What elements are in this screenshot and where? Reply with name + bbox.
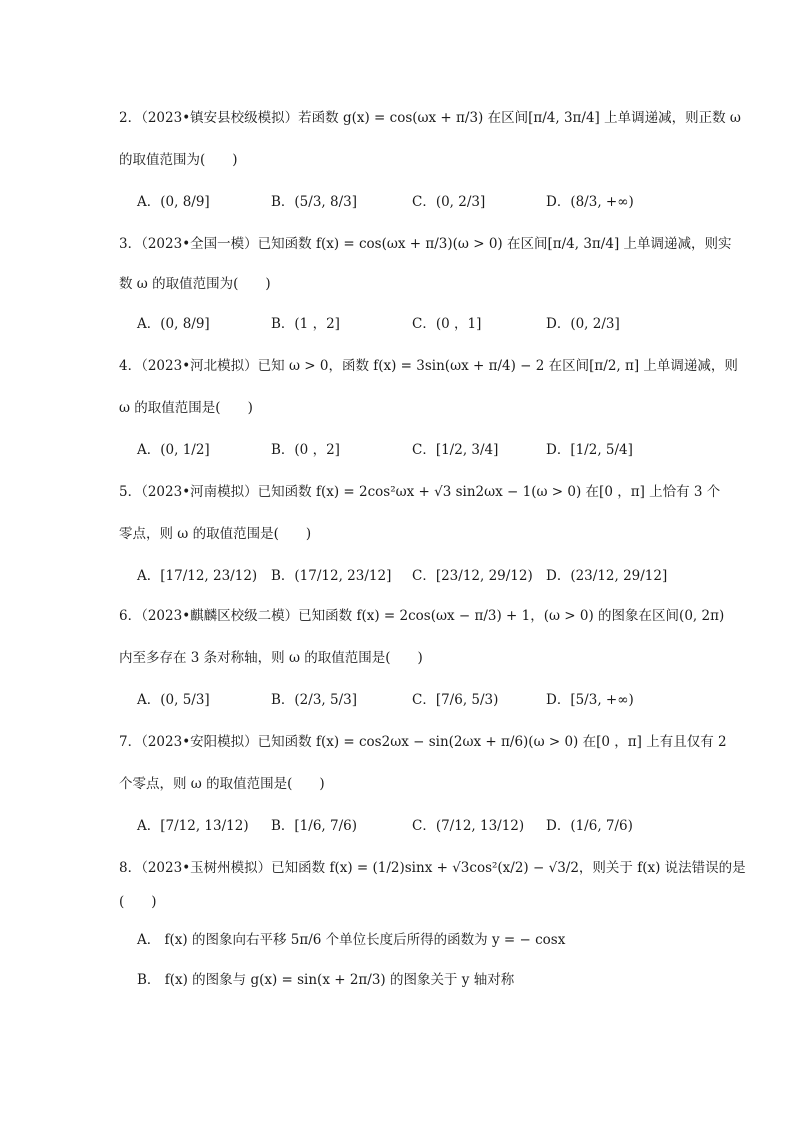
question-5-options [137,566,677,590]
question-4-stem: 4．（2023•河北模拟）已知 ω > 0，函数 f(x) = 3sin(ωx + π/4) − 2 在区间[π/2, π] 上单调递减，则 [119,358,738,374]
option-a: A．(0, 5/3] [137,692,210,708]
option-c: C．[23/12, 29/12) [412,568,533,584]
option-b: B．(5/3, 8/3] [271,194,357,210]
option-d: D．(8/3, +∞) [546,194,634,210]
question-5-stem-cont: 零点，则 ω 的取值范围是( ) [119,526,312,542]
question-8-option-b: B． f(x) 的图象与 g(x) = sin(x + 2π/3) 的图象关于 y 轴对称 [137,972,515,988]
question-2-stem: 2．（2023•镇安县校级模拟）若函数 g(x) = cos(ωx + π/3) 在区间[π/4, 3π/4] 上单调递减，则正数 ω [119,110,741,126]
option-b: B．(1 ，2] [271,316,340,332]
question-6-stem: 6．（2023•麒麟区校级二模）已知函数 f(x) = 2cos(ωx − π/3) + 1，(ω > 0) 的图象在区间(0, 2π) [119,608,725,624]
option-d: D．[1/2, 5/4] [546,442,633,458]
option-b: B．[1/6, 7/6) [271,818,357,834]
option-c: C．(0 ，1] [412,316,482,332]
question-2-stem-cont: 的取值范围为( ) [119,152,238,168]
option-a: A．(0, 8/9] [137,316,210,332]
option-d: D．[5/3, +∞) [546,692,634,708]
question-7-options [137,816,677,840]
question-8-stem-cont: ( ) [119,894,157,910]
option-d: D．(23/12, 29/12] [546,568,668,584]
question-6-options [137,690,677,714]
option-c: C．[7/6, 5/3) [412,692,499,708]
question-7-stem-cont: 个零点，则 ω 的取值范围是( ) [119,776,325,792]
question-8-stem: 8．（2023•玉树州模拟）已知函数 f(x) = (1/2)sinx + √3cos²(x/2) − √3/2，则关于 f(x) 说法错误的是 [119,860,746,876]
option-c: C．(0, 2/3] [412,194,486,210]
question-5-stem: 5．（2023•河南模拟）已知函数 f(x) = 2cos²ωx + √3 sin2ωx − 1(ω > 0) 在[0 ，π] 上恰有 3 个 [119,484,721,500]
option-d: D．(0, 2/3] [546,316,620,332]
question-6-stem-cont: 内至多存在 3 条对称轴，则 ω 的取值范围是( ) [119,650,423,666]
question-8-option-a: A． f(x) 的图象向右平移 5π/6 个单位长度后所得的函数为 y = − cosx [137,932,566,948]
question-7-stem: 7．（2023•安阳模拟）已知函数 f(x) = cos2ωx − sin(2ωx + π/6)(ω > 0) 在[0 ，π] 上有且仅有 2 [119,734,727,750]
option-a: A．[7/12, 13/12) [137,818,249,834]
question-3-options [137,314,677,338]
question-4-stem-cont: ω 的取值范围是( ) [119,400,253,416]
question-2-options [137,192,677,216]
option-d: D．(1/6, 7/6) [546,818,633,834]
option-a: A．(0, 8/9] [137,194,210,210]
option-a: A．[17/12, 23/12) [137,568,258,584]
question-4-options [137,440,677,464]
option-b: B．(2/3, 5/3] [271,692,357,708]
option-c: C．[1/2, 3/4] [412,442,499,458]
option-b: B．(17/12, 23/12] [271,568,392,584]
question-3-stem-cont: 数 ω 的取值范围为( ) [119,276,271,292]
option-a: A．(0, 1/2] [137,442,210,458]
question-3-stem: 3．（2023•全国一模）已知函数 f(x) = cos(ωx + π/3)(ω > 0) 在区间[π/4, 3π/4] 上单调递减，则实 [119,236,732,252]
option-b: B．(0 ，2] [271,442,340,458]
option-c: C．(7/12, 13/12) [412,818,525,834]
